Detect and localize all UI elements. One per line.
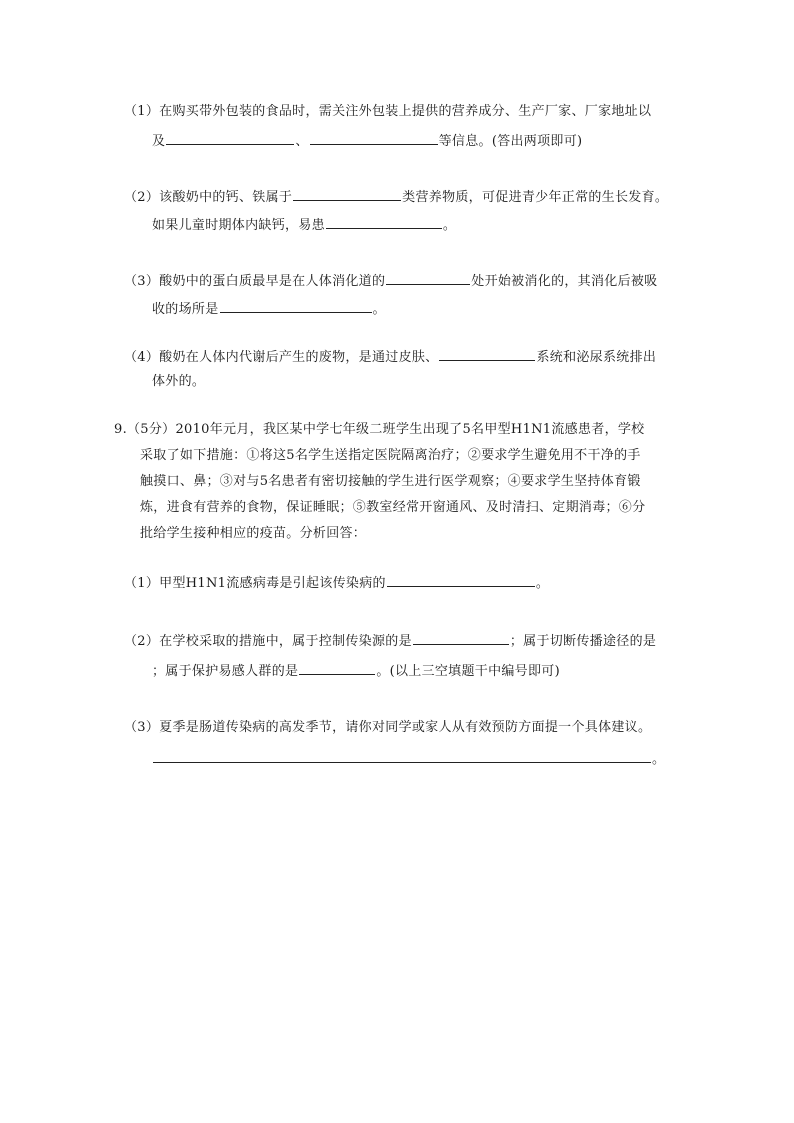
q9-stem-line5: 批给学生接种相应的疫苗。分析回答： xyxy=(140,526,367,541)
q8-part2-line2: 如果儿童时期体内缺钙，易患 。 xyxy=(152,214,456,236)
q9-stem-line1: 9.（5分）2010年元月，我区某中学七年级二班学生出现了5名甲型H1N1流感患者，学校 xyxy=(114,422,645,437)
q8-part3-line2: 收的场所是 。 xyxy=(152,298,386,320)
answer-blank[interactable] xyxy=(310,130,438,145)
answer-blank[interactable] xyxy=(153,748,651,763)
q8-part4-line1: （4）酸奶在人体内代谢后产生的废物，是通过皮肤、 系统和泌尿系统排出 xyxy=(124,346,656,368)
answer-blank[interactable] xyxy=(220,298,372,313)
answer-blank[interactable] xyxy=(166,130,294,145)
q8-part1-line1: （1）在购买带外包装的食品时，需关注外包装上提供的营养成分、生产厂家、厂家地址以 xyxy=(124,104,652,119)
q8-part1-line2: 及 、 等信息。(答出两项即可) xyxy=(152,130,582,152)
q9-part1-line1: （1）甲型H1N1流感病毒是引起该传染病的 。 xyxy=(124,572,549,594)
q9-part3-line1: （3）夏季是肠道传染病的高发季节，请你对同学或家人从有效预防方面提一个具体建议。 xyxy=(124,720,652,735)
q9-stem-line3: 触摸口、鼻；③对与5名患者有密切接触的学生进行医学观察；④要求学生坚持体育锻 xyxy=(140,474,641,489)
q8-part2-line1: （2）该酸奶中的钙、铁属于 类营养物质，可促进青少年正常的生长发育。 xyxy=(124,186,668,208)
q9-part3-line2: 。 xyxy=(152,748,665,770)
q9-stem-line2: 采取了如下措施：①将这5名学生送指定医院隔离治疗；②要求学生避免用不干净的手 xyxy=(140,448,641,463)
q8-part3-line1: （3）酸奶中的蛋白质最早是在人体消化道的 处开始被消化的，其消化后被吸 xyxy=(124,270,657,292)
answer-blank[interactable] xyxy=(387,572,535,587)
answer-blank[interactable] xyxy=(386,270,470,285)
answer-blank[interactable] xyxy=(326,214,442,229)
q9-part2-line2: ；属于保护易感人群的是 。(以上三空填题干中编号即可) xyxy=(152,660,560,682)
q9-stem-line4: 炼，进食有营养的食物，保证睡眠；⑤教室经常开窗通风、及时清扫、定期消毒；⑥分 xyxy=(140,500,646,515)
q9-part2-line1: （2）在学校采取的措施中，属于控制传染源的是 ；属于切断传播途径的是 xyxy=(124,630,656,652)
answer-blank[interactable] xyxy=(439,346,535,361)
answer-blank[interactable] xyxy=(293,186,401,201)
answer-blank[interactable] xyxy=(299,660,375,675)
q8-part4-line2: 体外的。 xyxy=(152,374,206,389)
answer-blank[interactable] xyxy=(413,630,509,645)
